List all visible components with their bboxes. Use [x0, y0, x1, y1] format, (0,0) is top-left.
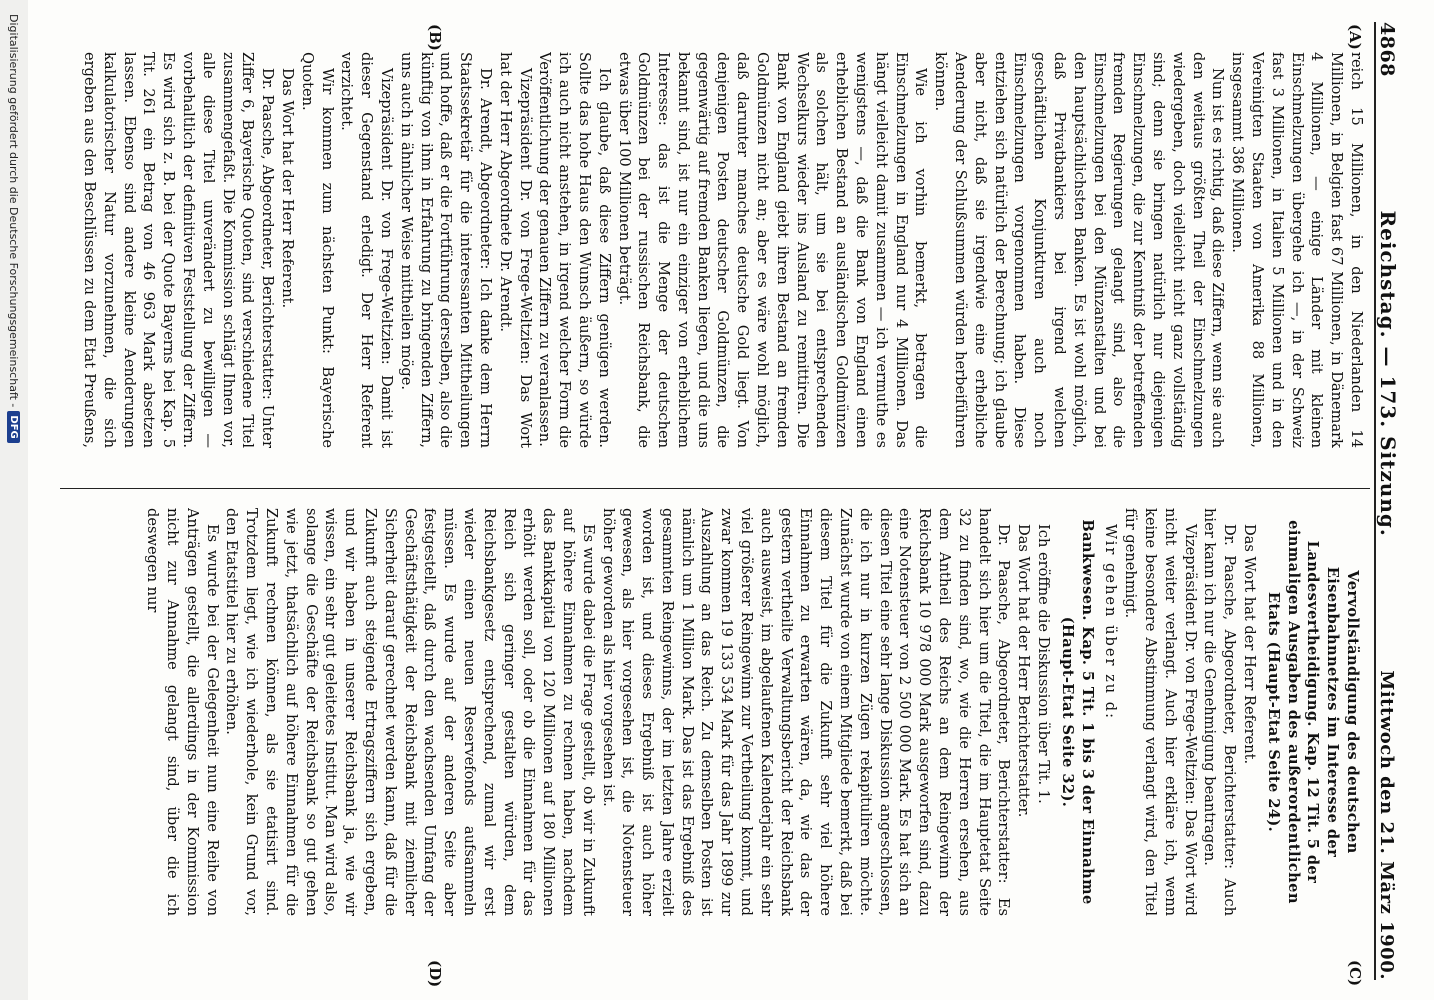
- margin-marker-b: (B): [426, 24, 444, 51]
- session-date: Mittwoch den 21. März 1900.: [1376, 670, 1397, 980]
- paragraph: Nun ist es richtig, daß diese Ziffern, wenn sie auch den weitaus größten Theil der Einschmelzungen wiedergeben, doch vielleicht nicht ganz vollständig sind; denn sie bringen natürlich nur diejenigen Einschmelzungen, die zur Kenntniß der betreffenden fremden Regierungen gelangt sind, also die Einschmelzungen bei den Münzanstalten und bei den hauptsächlichsten Banken. Es ist wohl möglich, daß Privatbankiers bei irgend welchen geschäftlichen Konjunkturen auch noch Einschmelzungen vorgenommen haben. Diese entziehen sich natürlich der Berechnung; ich glaube aber nicht, daß sie irgendwie eine erhebliche Aenderung der Schlußsummen würden herbeiführen können.: [932, 52, 1227, 448]
- paragraph: Das Wort hat der Herr Referent.: [278, 68, 296, 309]
- paragraph: Ich glaube, daß diese Ziffern genügen werden. Sollte das hohe Haus den Wunsch äußern, so würde ich auch nicht anstehen, in irgend welcher Form die Veröffentlichung der genauen Ziffern zu veranlassen.: [536, 52, 613, 448]
- right-column: [80, 508, 1366, 916]
- paragraph: Dr. Arendt, Abgeordneter: Ich danke dem Herrn Staatssekretär für die interessanten Mittheilungen und hoffe, daß er die Fortführung derselben, also die künftig von ihm in Erfahrung zu bringenden Ziffern, uns auch in ähnlicher Weise mittheilen möge.: [397, 52, 494, 448]
- digitization-footer: [0, 0, 28, 1000]
- paragraph: Vizepräsident Dr. von Frege-Weltzien: Das Wort hat der Herr Abgeordnete Dr. Arendt.: [496, 52, 534, 448]
- left-column: [80, 52, 1366, 448]
- paragraph: Vizepräsident Dr. von Frege-Weltzien: Damit ist dieser Gegenstand erledigt. Der Herr Referent verzichtet.: [338, 52, 395, 448]
- margin-marker-a: (A): [1346, 24, 1364, 50]
- paragraph: Wir kommen zum nächsten Punkt: Bayerische Quoten.: [298, 52, 336, 448]
- page-header: [1374, 22, 1402, 980]
- paragraph: Es wurde dabei die Frage gestellt, ob wir in Zukunft auf höhere Einnahmen zu rechnen haben, nachdem das Bankkapital von 120 Millionen auf 180 Millionen erhöht werden soll, oder ob die Einnahmen für das Reich sich geringer gestalten würden, dem Reichsbankgesetz entsprechend, zumal wir erst wieder einen neuen Reservefonds aufsammeln müssen. Es wurde auf der anderen Seite aber festgestellt, daß durch den wachsenden Umfang der Geschäftsthätigkeit der Reichsbank mit ziemlicher Sicherheit darauf gerechnet werden kann, daß für die Zukunft auch steigende Ertragsziffern sich ergeben, und wir haben in unserer Reichsbank ja, wie wir wissen, ein sehr gut geleitetes Institut. Man wird also, solange die Geschäfte der Reichsbank so gut gehen wie jetzt, thatsächlich auf höhere Einnahmen für die Zukunft rechnen können, als sie etatisirt sind. Trotzdem liegt, wie ich wiederhole, kein Grund vor, den Etatstitel hier zu erhöhen.: [223, 508, 597, 916]
- paragraph: Dr. Paasche, Abgeordneter, Berichterstatter: Es handelt sich hier um die Titel, die im Hauptetat Seite 32 zu finden sind, wo, wie die Herren ersehen, aus dem Antheil des Reichs an dem Reingewinn der Reichsbank 10 978 000 Mark ausgeworfen sind, dazu eine Notensteuer von 2 500 000 Mark. Es hat sich an diesen Titel eine sehr lange Diskussion angeschlossen, die ich nur in kurzen Zügen rekapituliren möchte. Zunächst wurde von einem Mitgliede bemerkt, daß bei diesem Titel für die Zukunft sehr viel höhere Einnahmen zu erwarten wären, da, wie das der gestern vertheilte Verwaltungsbericht der Reichsbank auch ausweist, im abgelaufenen Kalenderjahr ein sehr viel größerer Reingewinn zur Vertheilung kommt, und zwar kommen 19 133 534 Mark für das Jahr 1899 zur Auszahlung an das Reich. Zu demselben Posten ist nämlich um 1 Million Mark. Das ist das Ergebniß des gesammten Reingewinns, der im letzten Jahre erzielt worden ist, und dieses Ergebniß ist auch höher gewesen, als hier vorgesehen ist, die Notensteuer höher geworden als hier vorgesehen ist.: [599, 508, 1013, 916]
- paragraph: Wie ich vorhin bemerkt, betragen die Einschmelzungen in England nur 4 Millionen. Das hängt vielleicht damit zusammen — ich vermuthe es wenigstens —, daß die Bank von England einen erheblichen Bestand an ausländischen Goldmünzen als solchen hält, um sie bei entsprechenden Wechselkurs wieder ins Ausland zu remittiren. Die Bank von England giebt ihren Bestand an fremden Goldmünzen nicht an; aber es wäre wohl möglich, daß darunter manches deutsche Gold liegt. Von denjenigen Posten deutscher Goldmünzen, die gegenwärtig auf fremden Banken liegen, und die uns bekannt sind, ist nur ein einziger von erheblichem Interesse: das ist die Menge der deutschen Goldmünzen bei der russischen Reichsbank, die etwas über 100 Millionen beträgt.: [615, 52, 930, 448]
- paragraph: Es wurde bei der Gelegenheit nun eine Reihe von Anträgen gestellt, die allerdings in der Kommission nicht zur Annahme gelangt sind, über die ich deswegen nur: [144, 508, 221, 916]
- paragraph: Vizepräsident Dr. von Frege-Weltzien: Das Wort wird nicht weiter verlangt. Auch hier erkläre ich, wenn keine besondere Abstimmung verlangt wird, den Titel für genehmigt.: [1122, 508, 1199, 916]
- section-heading: Vervollständigung des deutschen Eisenbahnnetzes im Interesse der Landesvertheidigung. Kap. 12 Tit. 5 der einmaligen Ausgaben des außerordentlichen Etats (Haupt-Etat Seite 24).: [1264, 520, 1361, 904]
- column-divider: [60, 488, 1370, 489]
- paragraph: Dr. Paasche, Abgeordneter, Berichterstatter: Unter Ziffer 6, Bayerische Quoten, sind verschiedene Titel zusammengefaßt. Die Kommission schlägt Ihnen vor, alle diese Titel unverändert zu bewilligen — vorbehaltlich der definitiven Feststellung der Ziffern. Es wird sich z. B. bei der Quote Bayerns bei Kap. 5 Tit. 261 ein Betrag von 46 963 Mark absetzen lassen. Ebenso sind andere kleine Aenderungen kalkulatorischer Natur vorzunehmen, die sich ergeben aus den Beschlüssen zu dem Etat Preußens,: [81, 52, 277, 448]
- paragraph: Das Wort hat der Herr Referent.: [1241, 524, 1259, 765]
- paragraph: Dr. Paasche, Abgeordneter, Berichterstatter: Auch hier kann ich nur die Genehmigung beantragen.: [1201, 508, 1239, 916]
- dfg-logo-icon: DFG: [8, 411, 21, 442]
- paragraph: Wir gehen über zu d:: [1102, 524, 1120, 721]
- footer-credit: Digitalisierung gefördert durch die Deutsche Forschungsgemeinschaft -: [7, 14, 21, 408]
- page-number: 4868: [1376, 22, 1398, 77]
- paragraph: reich 15 Millionen, in den Niederlanden 14 Millionen, in Belgien fast 67 Millionen, in Dänemark 4 Millionen, — einige Länder mit kleinen Einschmelzungen übergehe ich —, in der Schweiz fast 3 Millionen, in Italien 5 Millionen und in den Vereinigten Staaten von Amerika 88 Millionen, insgesammt 386 Millionen.: [1229, 52, 1365, 448]
- paragraph: Das Wort hat der Herr Berichterstatter.: [1015, 524, 1033, 818]
- margin-marker-c: (C): [1346, 960, 1364, 987]
- section-heading: Bankwesen. Kap. 5 Tit. 1 bis 3 der Einnahme (Haupt-Etat Seite 32).: [1058, 519, 1096, 905]
- margin-marker-d: (D): [426, 960, 444, 988]
- paragraph: Ich eröffne die Diskussion über Tit. 1.: [1035, 524, 1053, 804]
- running-title: Reichstag. — 173. Sitzung.: [1376, 210, 1400, 537]
